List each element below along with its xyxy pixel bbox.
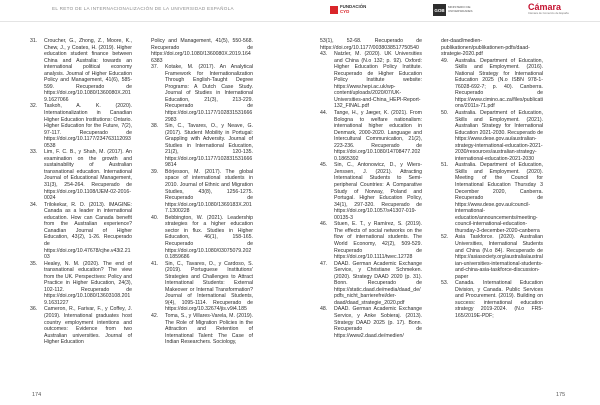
reference-text: Stuen, E. T., y Ramírez, S. (2019). The effects of social networks on the flow of international students. The World Economy, 42(2), 509-529. Recuperado de https://doi.org/10.1111/twec.12728 (334, 221, 422, 261)
reference-number: 39. (151, 168, 159, 175)
reference-text: Kotake, M. (2017). An Analytical Framework for Internationalization Through English-Taught Degree Programs: A Dutch Case Study. Journal of Studies in International Education, 21(3), 213-229. Recuperado de https://doi.org/10.1177/1028315316662983 (165, 64, 253, 123)
reference-text: Cameron, R., Farivar, F., y Coffey, J. (2019). International graduates host country employment intentions and outcomes: Evidence from two Australian universities. Journal of Higher Education (44, 306, 132, 346)
reference-text: Sin, C., Antonowicz, D., y Wiers-Jenssen, J. (2021). Attracting International Students to Semi-peripheral Countries: A Comparative Study of Norway, Poland and Portugal. Higher Education Policy, 34(1), 297-320. Recuperado de https://doi.org/10.1057/s41307-019-00135-3 (334, 162, 422, 221)
reference-number: 38. (151, 123, 159, 130)
reference-text: Australia. Department of Education, Skills and Employment. (2020). Meeting of the Council for International Education Thursday 3 December 2020, Canberra. Recuperado de https://www.dese.gov.au/council-international-education/announcements/meeting-council-international-education-thursday-3-december-2020-canberra (455, 162, 543, 234)
reference-text: Sin, C., Tavares, O., y Cardoso, S. (2019). Portuguese Institutions' Strategies and Challenges to Attract International Students: External Makeover or Internal Transformation? Journal of International Students, 9(4), 1095-1114. Recuperado de https://doi.org/10.32674/jis.v9i4.185 (165, 260, 253, 313)
reference-number: 35. (30, 260, 38, 267)
reference-text: Croucher, G., Zhong, Z., Moore, K., Chew, J., y Coates, H. (2019). Higher education student finance between China and Australia: towards an international political economy analysis. Journal of Higher Education Policy and Management, 41(6), 585-599. Recuperado de https://doi.org/10.1080/1360080X.2019.1627066 (44, 38, 132, 103)
reference-text: Australia. Department of Education, Skills and Employment. (2016). National Strategy for International Education 2025 (N.o ISBN 978-1-76028-692-7; p. 40). Canberra. Recuperado de https://www.cimino.ac.za/files/publications/2011s-71.pdf (455, 57, 543, 110)
reference-entry (30, 261, 132, 307)
reference-entry (151, 261, 253, 313)
reference-number: 52. (441, 234, 449, 241)
fundacion-cyd-logo (330, 5, 366, 15)
reference-number: 33. (30, 149, 38, 156)
reference-column-1 (30, 38, 132, 346)
reference-entry (151, 313, 253, 346)
ministry-logo-icon: GOB (433, 4, 446, 16)
reference-number: 50. (441, 110, 449, 117)
reference-entry (151, 64, 253, 123)
fundacion-logo-icon (330, 6, 338, 14)
reference-number: 32. (30, 103, 38, 110)
reference-entry (151, 123, 253, 169)
reference-column-4 (441, 38, 543, 320)
reference-text: Tange, H., y Jæger, K. (2021). From Bologna to welfare nationalism: international higher education in Denmark, 2000-2020. Language and Intercultural Communication, 21(2), 223-236. Recuperado de https://doi.org/10.1080/14708477.2020.1865392 (334, 110, 422, 162)
reference-continuation: der-daad/medien-publikationen/publikationen-pdfs/daad-strategie-2020.pdf (441, 38, 530, 58)
reference-entry (30, 149, 132, 201)
reference-text: Trilokekar, R. D. (2013). IMAGINE: Canada as a leader in international education. How can Canada benefit from the Australian experience? Canadian Journal of Higher Education, 43(2), 1-26. Recuperado de https://doi.org/10.47678/cjhe.v43i2.2103 (44, 201, 132, 261)
reference-text: Canada. International Education Division, y Canada. Public Services and Procurement. (2019). Building on success: international education strategy 2019-2024. (N.o FR5-165/2019E-PDF; (455, 280, 543, 319)
reference-number: 51. (441, 162, 449, 169)
reference-text: Natzler, M. (2020). UK Universities and China (N.o 132; p. 92). Oxford: Higher Education Policy Institute. Recuperado de Higher Education Policy Institute website: https://www.hepi.ac.uk/wp-content/uploads/2020/07/UK-Universities-and-China_HEPI-Report-132_FINAL.pdf (334, 51, 422, 110)
reference-column-2 (151, 38, 253, 346)
reference-number: 46. (320, 221, 328, 228)
ministry-logo-text: MINISTERIO DE UNIVERSIDADES (448, 5, 473, 13)
reference-text: DAAD. German Academic Exchange Service, y Anke Sobieraj. (2013). Strategy DAAD 2025 (p. 17). Bonn. Recuperado de https://www2.daad.de/medien/ (334, 306, 422, 339)
reference-text: Healey, N. M. (2020). The end of transnational education? The view from the UK. Perspectives: Policy and Practice in Higher Education, 24(3), 102-112. Recuperado de https://doi.org/10.1080/13603108.2019.1631227 (44, 260, 132, 306)
reference-entry (320, 162, 422, 221)
reference-text: Toma, S., y Villares-Varela, M. (2019). The Role of Migration Policies in the Attraction and Retention of International Talent: The Case of Indian Researchers. Sociology, (165, 312, 253, 346)
reference-number: 36. (30, 306, 38, 313)
reference-number: 47. (320, 260, 328, 267)
reference-number: 37. (151, 64, 159, 71)
reference-number: 34. (30, 201, 38, 208)
reference-text: Australia. Department of Education, Skills and Employment. (2021). Australian Strategy for International Education 2021-2030. Recuperado de https://www.dese.gov.au/australian-strategy-international-education-2021-2030/resources/australian-strategy-international-education-2021-2030 (455, 110, 543, 162)
reference-number: 44. (320, 110, 328, 117)
fundacion-logo-line2: CYD (340, 8, 350, 14)
reference-number: 31. (30, 38, 38, 44)
reference-entry (151, 215, 253, 261)
reference-number: 43. (320, 51, 328, 58)
reference-number: 40. (151, 214, 159, 221)
reference-text: Bebbington, W. (2021). Leadership strategies for a higher education sector in flux. Studies in Higher Education, 46(1), 158-165. Recuperado de https://doi.org/10.1080/03075079.2020.1859686 (165, 214, 253, 261)
reference-entry (320, 51, 422, 110)
reference-continuation: Policy and Management, 41(5), 550-568. Recuperado de https://doi.org/10.1080/1360080X.2019.1646383 (151, 38, 253, 64)
reference-entry (151, 169, 253, 215)
reference-entry (441, 234, 543, 280)
reference-text: Lim, F. C. B., y Shah, M. (2017). An examination on the growth and sustainability of Australian transnational education. International Journal of Educational Management, 31(3), 254-264. Recuperado de https://doi.org/10.1108/IJEM-02-2016-0024 (44, 149, 132, 202)
reference-entry (320, 261, 422, 307)
reference-column-3 (320, 38, 422, 339)
reference-number: 49. (441, 57, 449, 64)
fundacion-logo-line1: FUNDACIÓN (340, 4, 367, 9)
reference-text: Sin, C., Tavares, O., y Neave, G. (2017). Student Mobility in Portugal: Grappling with Adversity. Journal of Studies in International Education, 21(2), 120-135. https://doi.org/10.1177/1028315316669814 (165, 123, 253, 169)
reference-text: Asia Taskforce. (2020). Australian Universities, International Students and China (N.o 84). Recuperado de https://asiasociety.org/australia/australian-universities-international-students-and-china-asia-taskforce-discussion-paper (455, 234, 543, 280)
page-number-right: 175 (556, 392, 566, 398)
reference-number: 53. (441, 280, 449, 287)
reference-entry (320, 110, 422, 162)
reference-entry (30, 202, 132, 261)
reference-number: 45. (320, 162, 328, 169)
reference-entry (30, 38, 132, 103)
reference-text: Taskoh, A. K. (2020). Internationalization in Canadian Higher Education Institutions: Ontario. Higher Education for the Future, 7(2), 97-117. Recuperado de https://doi.org/10.1177/2347631120930538 (44, 103, 132, 149)
camara-logo (528, 3, 569, 15)
reference-entry (441, 162, 543, 234)
reference-entry (320, 306, 422, 339)
reference-continuation: 53(1), 52-68. Recuperado de https://doi.org/10.1177/0038038517750540 (320, 38, 422, 51)
reference-entry (30, 306, 132, 345)
reference-number: 48. (320, 306, 328, 313)
page-number-left: 174 (32, 392, 42, 398)
reference-entry (30, 103, 132, 149)
ministry-logo (433, 4, 474, 16)
reference-text: Börjesson, M. (2017). The global space of international students in 2010. Journal of Ethnic and Migration Studies, 43(8), 1256-1275. Recuperado de https://doi.org/10.1080/1369183X.2017.1300228 (165, 168, 253, 215)
reference-entry (441, 110, 543, 162)
reference-number: 42. (151, 312, 159, 319)
page-header (0, 0, 600, 22)
reference-entry (441, 58, 543, 110)
camara-logo-sub: Cámara de Comercio de España (528, 11, 569, 15)
reference-number: 41. (151, 260, 159, 267)
reference-entry (320, 221, 422, 260)
running-title: EL RETO DE LA INTERNACIONALIZACIÓN DE LA UNIVERSIDAD ESPAÑOLA (52, 6, 234, 11)
camara-logo-name: Cámara (528, 2, 562, 12)
reference-entry (441, 280, 543, 319)
reference-text: DAAD. German Academic Exchange Service, y Christiane Schmeken. (2020). Strategy DAAD 2020 (p. 31). Bonn. Recuperado de https://static.daad.de/media/daad_de/pdfs_nicht_barrierefrei/der-daad/daad_strategie_2020.pdf (334, 260, 422, 306)
